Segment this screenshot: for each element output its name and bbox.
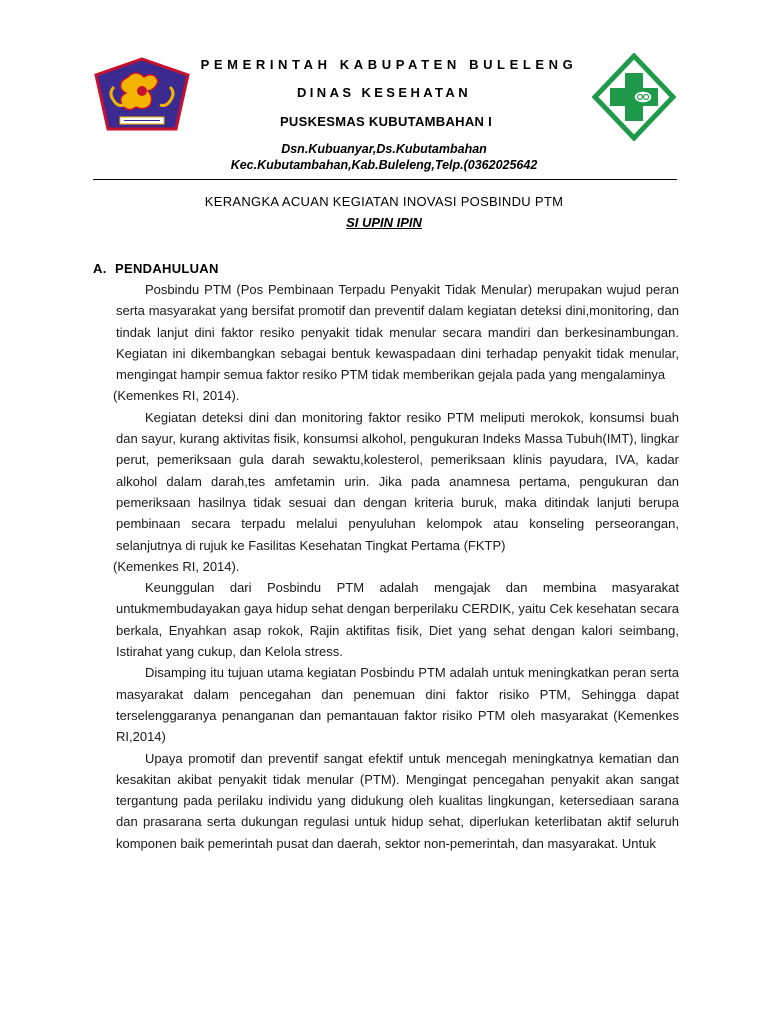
paragraph: Upaya promotif dan preventif sangat efektif untuk mencegah meningkatnya kematian dan kesakitan akibat penyakit tidak menular (PTM). Mengingat pencegahan penyakit akan sangat tergantung pada perilaku individu yang didukung oleh kualitas lingkungan, ketersediaan sarana dan prasarana serta dukungan regulasi untuk hidup sehat, diperlukan keterlibatan aktif seluruh komponen baik pemerintah pusat dan daerah, sektor non-pemerintah, dan masyarakat. Untuk: [116, 750, 679, 851]
paragraph: Kegiatan deteksi dini dan monitoring faktor resiko PTM meliputi merokok, konsumsi buah dan sayur, kurang aktivitas fisik, konsumsi alkohol, pengukuran Indeks Massa Tubuh(IMT), lingkar perut, pemeriksaan gula darah sewaktu,kolesterol, pemeriksaan klinis payudara, IVA, kadar alkohol dalam darah,tes amfetamin urin. Jika pada anamnesa pertama, pengukuran dan pemeriksaan hasilnya tidak sesuai dan dengan kriteria buruk, maka ditindak lanjuti berupa pembinaan secara terpadu melalui penyuluhan kelompok atau konseling perseorangan, selanjutnya di rujuk ke Fasilitas Kesehatan Tingkat Pertama (FKTP): [116, 409, 679, 553]
paragraph: Posbindu PTM (Pos Pembinaan Terpadu Penyakit Tidak Menular) merupakan wujud peran serta masyarakat yang bersifat promotif dan preventif dalam kegiatan deteksi dini,monitoring, dan tindak lanjut dini faktor resiko penyakit tidak menular secara mandiri dan berkesinambungan. Kegiatan ini dikembangkan sebagai bentuk kewaspadaan dini terhadap penyakit tidak menular, mengingat hampir semua faktor resiko PTM tidak memberikan gejala pada yang mengalaminya: [116, 282, 679, 383]
unit-name: PUSKESMAS KUBUTAMBAHAN I: [279, 114, 493, 129]
paragraph: Keunggulan dari Posbindu PTM adalah mengajak dan membina masyarakat untukmembudayakan gaya hidup sehat dengan berperilaku CERDIK, yaitu Cek kesehatan secara berkala, Enyahkan asap rokok, Rajin aktifitas fisik, Diet yang sehat dengan kalori seimbang, Istirahat yang cukup, dan Kelola stress.: [116, 580, 679, 660]
address-line-2: Kec.Kubutambahan,Kab.Buleleng,Telp.(0362025642: [230, 158, 538, 172]
section-heading: [93, 261, 219, 276]
office-name: DINAS KESEHATAN: [296, 85, 472, 100]
document-subtitle: SI UPIN IPIN: [346, 215, 422, 230]
paragraph: Disamping itu tujuan utama kegiatan Posbindu PTM adalah untuk meningkatkan peran serta masyarakat dalam pencegahan dan penemuan dini faktor risiko PTM, Sehingga dapat terselenggaranya penanganan dan pemantauan faktor risiko PTM oleh masyarakat (Kemenkes RI,2014): [116, 665, 679, 745]
letterhead-divider: [93, 179, 677, 180]
section-body: [113, 279, 679, 854]
section-title: PENDAHULUAN: [115, 261, 219, 276]
citation: (Kemenkes RI, 2014).: [113, 388, 240, 404]
document-title: KERANGKA ACUAN KEGIATAN INOVASI POSBINDU PTM: [204, 194, 564, 209]
citation: (Kemenkes RI, 2014).: [113, 558, 240, 574]
government-name: PEMERINTAH KABUPATEN BULELENG: [200, 57, 578, 72]
address-line-1: Dsn.Kubuanyar,Ds.Kubutambahan: [281, 142, 487, 156]
section-letter: A.: [93, 261, 107, 276]
